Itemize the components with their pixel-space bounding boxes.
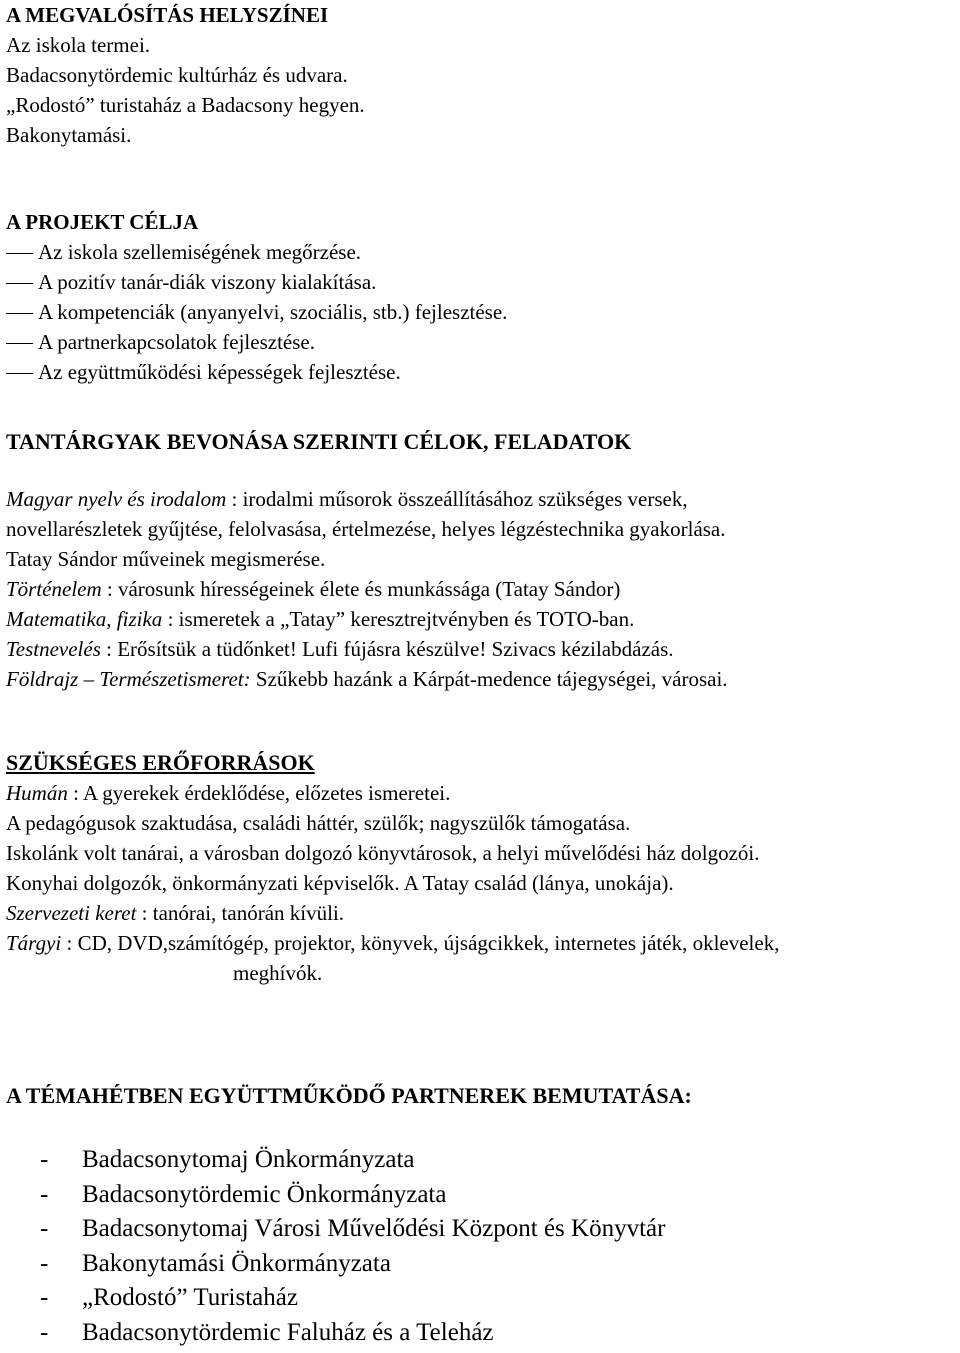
- targyi-line: Tárgyi : CD, DVD,számítógép, projektor, könyvek, újságcikkek, internetes játék, oklevelek,: [6, 931, 780, 955]
- partner-item: - Badacsonytördemic Faluház és a Teleház: [40, 1318, 494, 1346]
- cel-item: A kompetenciák (anyanyelvi, szociális, stb.) fejlesztése.: [6, 297, 956, 327]
- helyszin-item: Bakonytamási.: [6, 123, 132, 147]
- heading-partnerek: A TÉMAHÉTBEN EGYÜTTMŰKÖDŐ PARTNEREK BEMUTATÁSA:: [6, 1083, 692, 1108]
- partner-list: [6, 1143, 956, 1351]
- partner-item: - Bakonytamási Önkormányzata: [40, 1249, 391, 1277]
- dash-bullet-icon: [6, 313, 33, 314]
- foldrajz-line: Földrajz – Természetismeret: Szűkebb hazánk a Kárpát-medence tájegységei, városai.: [6, 667, 728, 691]
- dash-bullet-icon: [6, 343, 33, 344]
- cel-item: Az együttműködési képességek fejlesztése.: [6, 357, 956, 387]
- cel-item: A pozitív tanár-diák viszony kialakítása.: [6, 267, 956, 297]
- section-helyszinek: [6, 0, 956, 150]
- partner-item: - Badacsonytomaj Önkormányzata: [40, 1146, 415, 1173]
- magyar-line-2: novellarészletek gyűjtése, felolvasása, értelmezése, helyes légzéstechnika gyakorlása.: [6, 517, 726, 541]
- matek-line: Matematika, fizika : ismeretek a „Tatay” keresztrejtvényben és TOTO-ban.: [6, 607, 635, 631]
- eroforras-line-3: Iskolánk volt tanárai, a városban dolgozó könyvtárosok, a helyi művelődési ház dolgozói.: [6, 841, 760, 865]
- dash-bullet-icon: [6, 253, 33, 254]
- section-tantargyak: [6, 427, 956, 457]
- tantargyak-body: [6, 484, 956, 694]
- heading-tantargyak: TANTÁRGYAK BEVONÁSA SZERINTI CÉLOK, FELADATOK: [6, 429, 632, 454]
- section-eroforrasok: [6, 748, 956, 988]
- dash-bullet-icon: [6, 373, 33, 374]
- magyar-line: Magyar nyelv és irodalom : irodalmi műsorok összeállításához szükséges versek,: [6, 487, 688, 511]
- helyszin-item: „Rodostó” turistaház a Badacsony hegyen.: [6, 93, 365, 117]
- section-projekt-celja: [6, 207, 956, 387]
- partner-item: - Badacsonytomaj Városi Művelődési Központ és Könyvtár: [40, 1215, 666, 1243]
- helyszin-item: Az iskola termei.: [6, 33, 151, 57]
- helyszin-item: Badacsonytördemic kultúrház és udvara.: [6, 63, 348, 87]
- targyi-line-cont: meghívók.: [233, 961, 323, 985]
- testneveles-line: Testnevelés : Erősítsük a tüdőnket! Lufi fújásra készülve! Szivacs kézilabdázás.: [6, 637, 674, 661]
- eroforras-line-4: Konyhai dolgozók, önkormányzati képviselők. A Tatay család (lánya, unokája).: [6, 871, 674, 895]
- tortenelem-line: Történelem : városunk hírességeinek élete és munkássága (Tatay Sándor): [6, 577, 621, 601]
- partner-item: - „Rodostó” Turistaház: [40, 1284, 298, 1312]
- dash-bullet-icon: [6, 283, 33, 284]
- szervezeti-line: Szervezeti keret : tanórai, tanórán kívüli.: [6, 901, 345, 925]
- eroforras-line-2: A pedagógusok szaktudása, családi háttér, szülők; nagyszülők támogatása.: [6, 811, 631, 835]
- magyar-line-3: Tatay Sándor műveinek megismerése.: [6, 547, 326, 571]
- heading-projekt-celja: A PROJEKT CÉLJA: [6, 210, 199, 234]
- heading-helyszinek: A MEGVALÓSÍTÁS HELYSZÍNEI: [6, 3, 329, 27]
- partner-item: - Badacsonytördemic Önkormányzata: [40, 1180, 447, 1208]
- cel-item: Az iskola szellemiségének megőrzése.: [6, 237, 956, 267]
- section-partnerek: [6, 1081, 956, 1111]
- cel-item: A partnerkapcsolatok fejlesztése.: [6, 327, 956, 357]
- heading-eroforrasok: SZÜKSÉGES ERŐFORRÁSOK: [6, 750, 315, 775]
- human-line: Humán : A gyerekek érdeklődése, előzetes ismeretei.: [6, 781, 451, 805]
